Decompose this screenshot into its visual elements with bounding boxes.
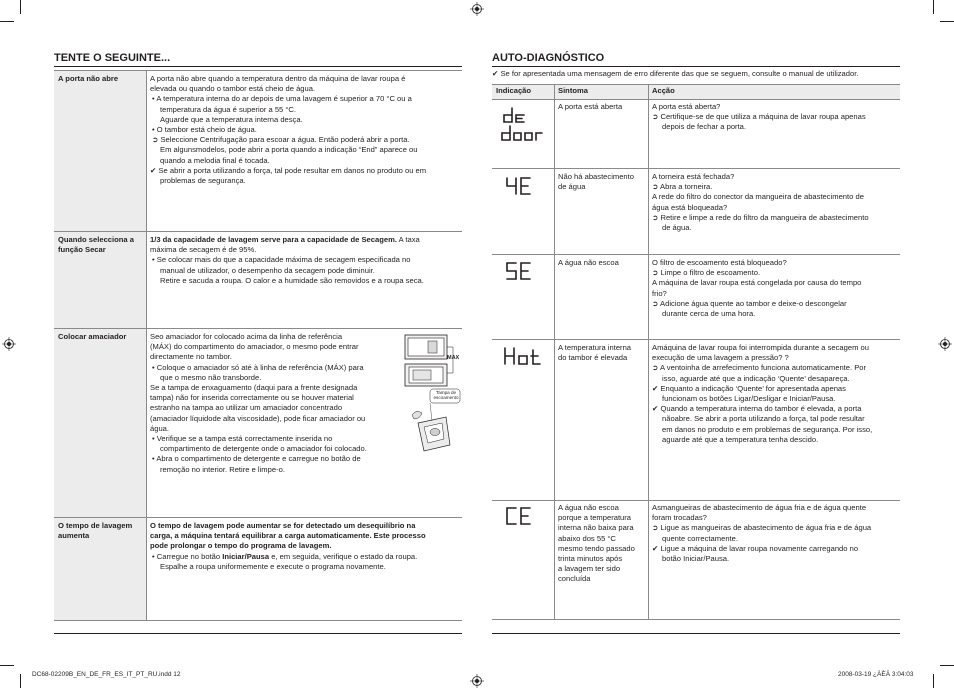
bullet-line: • Coloque o amaciador só até à linha de referência (MÁX) para: [152, 362, 364, 372]
text-line: execução de uma lavagem a pressão? ?: [652, 353, 789, 363]
text-line: Retire e sacuda a roupa. O calor e a humidade são removidos e a roupa seca.: [160, 275, 424, 285]
error-code-ce-display: [504, 506, 534, 526]
column-divider: [648, 84, 649, 619]
text-line: Não há abastecimento: [558, 172, 634, 181]
row-divider: [54, 231, 462, 232]
column-header-accao: Acção: [652, 86, 675, 95]
text-line: Espalhe a roupa uniformemente e execute o programa novamente.: [160, 561, 386, 571]
crop-mark: [20, 674, 21, 688]
text-line: foram trocadas?: [652, 513, 707, 523]
text-line: água.: [150, 423, 170, 433]
action-line: ➲ Certifique-se de que utiliza a máquina de lavar roupa apenas: [652, 112, 866, 122]
action-line: ➲ Abra a torneira.: [652, 182, 713, 192]
text-line: Aguarde que a temperatura interna desça.: [160, 114, 303, 124]
text-line: Em algunsmodelos, pode abrir a porta quando a indicação “End” aparece ou: [160, 145, 418, 155]
symptom-cell: [558, 343, 646, 363]
text-line: trinta minutos após: [558, 554, 623, 564]
text-line: nãoabre. Se abrir a porta utilizando a força, tal pode resultar: [662, 414, 865, 424]
bold-text: O tempo de lavagem pode aumentar se for detectado um desequilíbrio na: [150, 521, 416, 530]
text-line: funcionam os botões Ligar/Desligar e Iniciar/Pausa.: [662, 394, 836, 404]
action-line: ➲ Adicione água quente ao tambor e deixe-o descongelar: [652, 298, 847, 308]
column-divider: [554, 84, 555, 619]
action-line: ➲ Limpe o filtro de escoamento.: [652, 268, 761, 278]
text-line: que o mesmo não transborde.: [160, 372, 262, 382]
text-line: estranho na tampa ao utilizar um amaciador concentrado: [150, 403, 343, 413]
column-header-indicacao: Indicação: [496, 86, 532, 95]
text-line: (MÁX) do compartimento do amaciador, o mesmo pode entrar: [150, 342, 359, 352]
row-divider: [492, 254, 900, 255]
text-line: A porta não abre quando a temperatura dentro da máquina de lavar roupa é: [150, 74, 406, 83]
text-line: durante cerca de uma hora.: [662, 309, 756, 319]
row-divider: [492, 339, 900, 340]
registration-mark-icon: [470, 674, 484, 688]
date-slug: 2008-03-19 ¿ÀÈÄ 3:04:03: [838, 671, 914, 678]
text-span: • Carregue no botão: [152, 551, 223, 561]
action-cell: [652, 258, 900, 319]
text-line: aguarde até que a temperatura tenha descido.: [662, 434, 819, 444]
crop-mark: [940, 21, 954, 22]
text-line: concluída: [558, 574, 591, 584]
column-divider: [146, 71, 147, 620]
text-span: e, em seguida, verifique o estado da roupa.: [269, 551, 418, 561]
crop-mark: [940, 665, 954, 666]
error-code-hot-display: [502, 346, 548, 366]
text-line: isso, aguarde até que a indicação ‘Quente’ desapareça.: [662, 373, 850, 383]
note-line: ✔ Enquanto a indicação ‘Quente’ for apresentada apenas: [652, 383, 846, 393]
text-line: abaixo dos 55 °C: [558, 533, 616, 543]
page-title: AUTO-DIAGNÓSTICO: [492, 52, 605, 64]
row-content: [150, 332, 402, 475]
note-text: ✔ Se for apresentada uma mensagem de erro diferente das que se seguem, consulte o manual de utilizador.: [492, 69, 859, 78]
bullet-line: • O tambor está cheio de água.: [152, 125, 257, 135]
text-line: manual de utilizador, o desempenho da secagem pode diminuir.: [160, 265, 375, 275]
text-line: A água não escoa: [558, 503, 619, 512]
bold-text: pode prolongar o tempo do programa de lavagem.: [150, 541, 332, 551]
registration-mark-icon: [470, 2, 484, 16]
error-code-5e-display: [504, 261, 534, 281]
max-label: MAX: [447, 355, 460, 361]
text-line: (amaciador líquidode alta viscosidade), pode ficar amaciador ou: [150, 413, 366, 423]
bullet-line: • Verifique se a tampa está correctamente inserida no: [152, 434, 333, 444]
error-code-4e-display: [504, 176, 534, 196]
crop-mark: [933, 0, 934, 14]
text-line: a lavagem ter sido: [558, 564, 621, 574]
row-content: [150, 235, 460, 286]
crop-mark: [20, 0, 21, 14]
text-line: quando a melodia final é tocada.: [160, 155, 270, 165]
text-line: de água.: [662, 223, 692, 233]
text-line: O filtro de escoamento está bloqueado?: [652, 258, 787, 267]
text-line: água está bloqueada?: [652, 202, 728, 212]
row-divider: [492, 168, 900, 169]
bold-text: 1/3 da capacidade de lavagem serve para a capacidade de Secagem.: [150, 235, 397, 244]
row-divider: [492, 500, 900, 501]
action-line: ➲ A ventoinha de arrefecimento funciona automaticamente. Por: [652, 363, 867, 373]
symptom-cell: [558, 503, 646, 585]
row-label: Quando selecciona a função Secar: [58, 235, 134, 255]
action-line: ➲ Retire e limpe a rede do filtro da mangueira de abastecimento: [652, 212, 869, 222]
text-line: A rede do filtro do conector da mangueira de abastecimento de: [652, 192, 864, 202]
divider: [54, 633, 462, 634]
text-line: Seo amaciador for colocado acima da linha de referência: [150, 332, 343, 341]
action-line: ➲ Ligue as mangueiras de abastecimento de água fria e de água: [652, 523, 872, 533]
row-label: O tempo de lavagem aumenta: [58, 521, 133, 541]
row-content: [150, 521, 460, 572]
row-divider: [54, 517, 462, 518]
text-span: A taxa: [396, 235, 420, 244]
row-label: A porta não abre: [58, 74, 119, 83]
text-line: do tambor é elevada: [558, 353, 628, 363]
text-line: Amáquina de lavar roupa foi interrompida durante a secagem ou: [652, 343, 869, 352]
bold-text: carga, a máquina tentará equilibrar a carga automaticamente. Este processo: [150, 531, 426, 541]
text-line: directamente no tambor.: [150, 352, 232, 362]
page-title: TENTE O SEGUINTE...: [54, 52, 171, 64]
action-cell: [652, 172, 900, 233]
text-line: máxima de secagem é de 95%.: [150, 245, 257, 255]
text-line: problemas de segurança.: [160, 176, 246, 186]
bullet-line: • Se colocar mais do que a capacidade máxima de secagem especificada no: [152, 255, 411, 265]
action-line: ➲ Seleccione Centrifugação para escoar a água. Então poderá abrir a porta.: [152, 135, 410, 145]
text-line: A torneira está fechada?: [652, 172, 735, 181]
note-line: ✔ Se abrir a porta utilizando a força, tal pode resultar em danos no produto ou em: [150, 165, 427, 175]
symptom-cell: [558, 102, 646, 112]
bold-text: Iniciar/Pausa: [222, 551, 270, 561]
divider: [54, 66, 462, 67]
symptom-cell: [558, 258, 646, 268]
text-line: remoção no interior. Retire e limpe-o.: [160, 464, 285, 474]
text-line: A água não escoa: [558, 258, 619, 267]
error-code-de-door-display: [500, 106, 548, 144]
divider: [492, 633, 900, 634]
file-slug: DC68-02209B_EN_DE_FR_ES_IT_PT_RU.indd 12: [32, 671, 181, 678]
text-line: quente correctamente.: [662, 533, 738, 543]
label-cell: [54, 71, 146, 231]
text-line: Se a tampa de enxaguamento (daqui para a frente designada: [150, 383, 358, 393]
action-cell: [652, 102, 900, 133]
text-line: A porta está aberta: [558, 102, 623, 111]
registration-mark-icon: [2, 337, 16, 351]
registration-mark-icon: [938, 337, 952, 351]
row-content: [150, 74, 460, 186]
text-line: depois de fechar a porta.: [662, 122, 747, 132]
text-line: frio?: [652, 288, 667, 298]
tampa-label: Tampa de escoamento: [433, 390, 459, 401]
note-line: ✔ Ligue a máquina de lavar roupa novamente carregando no: [652, 543, 859, 553]
note-line: ✔ Quando a temperatura interna do tambor é elevada, a porta: [652, 404, 862, 414]
row-divider: [54, 328, 462, 329]
action-cell: [652, 503, 900, 564]
text-line: em danos no produto e em problemas de segurança. Por isso,: [662, 424, 873, 434]
text-line: elevada ou quando o tambor está cheio de água.: [150, 84, 316, 94]
text-line: A porta está aberta?: [652, 102, 721, 111]
row-divider: [492, 619, 900, 620]
text-line: mesmo tendo passado: [558, 543, 635, 553]
text-line: interna não baixa para: [558, 523, 634, 533]
text-line: tampa) não for inserida correctamente ou se houver material: [150, 393, 354, 403]
text-line: temperatura da água é superior a 55 °C.: [160, 104, 297, 114]
row-divider: [54, 620, 462, 621]
text-line: Asmangueiras de abastecimento de água fria e de água quente: [652, 503, 867, 512]
label-cell: [54, 329, 146, 517]
column-header-sintoma: Sintoma: [558, 86, 588, 95]
text-line: botão Iniciar/Pausa.: [662, 554, 730, 564]
action-cell: [652, 343, 900, 445]
crop-mark: [0, 665, 14, 666]
symptom-cell: [558, 172, 646, 192]
text-line: de água: [558, 182, 586, 192]
bullet-line: • Abra o compartimento de detergente e carregue no botão de: [152, 454, 361, 464]
bullet-line: • A temperatura interna do ar depois de uma lavagem é superior a 70 °C ou a: [152, 94, 412, 104]
text-line: compartimento de detergente onde o amaciador foi colocado.: [160, 444, 367, 454]
row-label: Colocar amaciador: [58, 332, 127, 341]
text-line: A temperatura interna: [558, 343, 632, 352]
text-line: A máquina de lavar roupa está congelada por causa do tempo: [652, 278, 862, 288]
crop-mark: [0, 21, 14, 22]
text-line: porque a temperatura: [558, 513, 632, 523]
divider: [492, 66, 900, 67]
crop-mark: [933, 674, 934, 688]
